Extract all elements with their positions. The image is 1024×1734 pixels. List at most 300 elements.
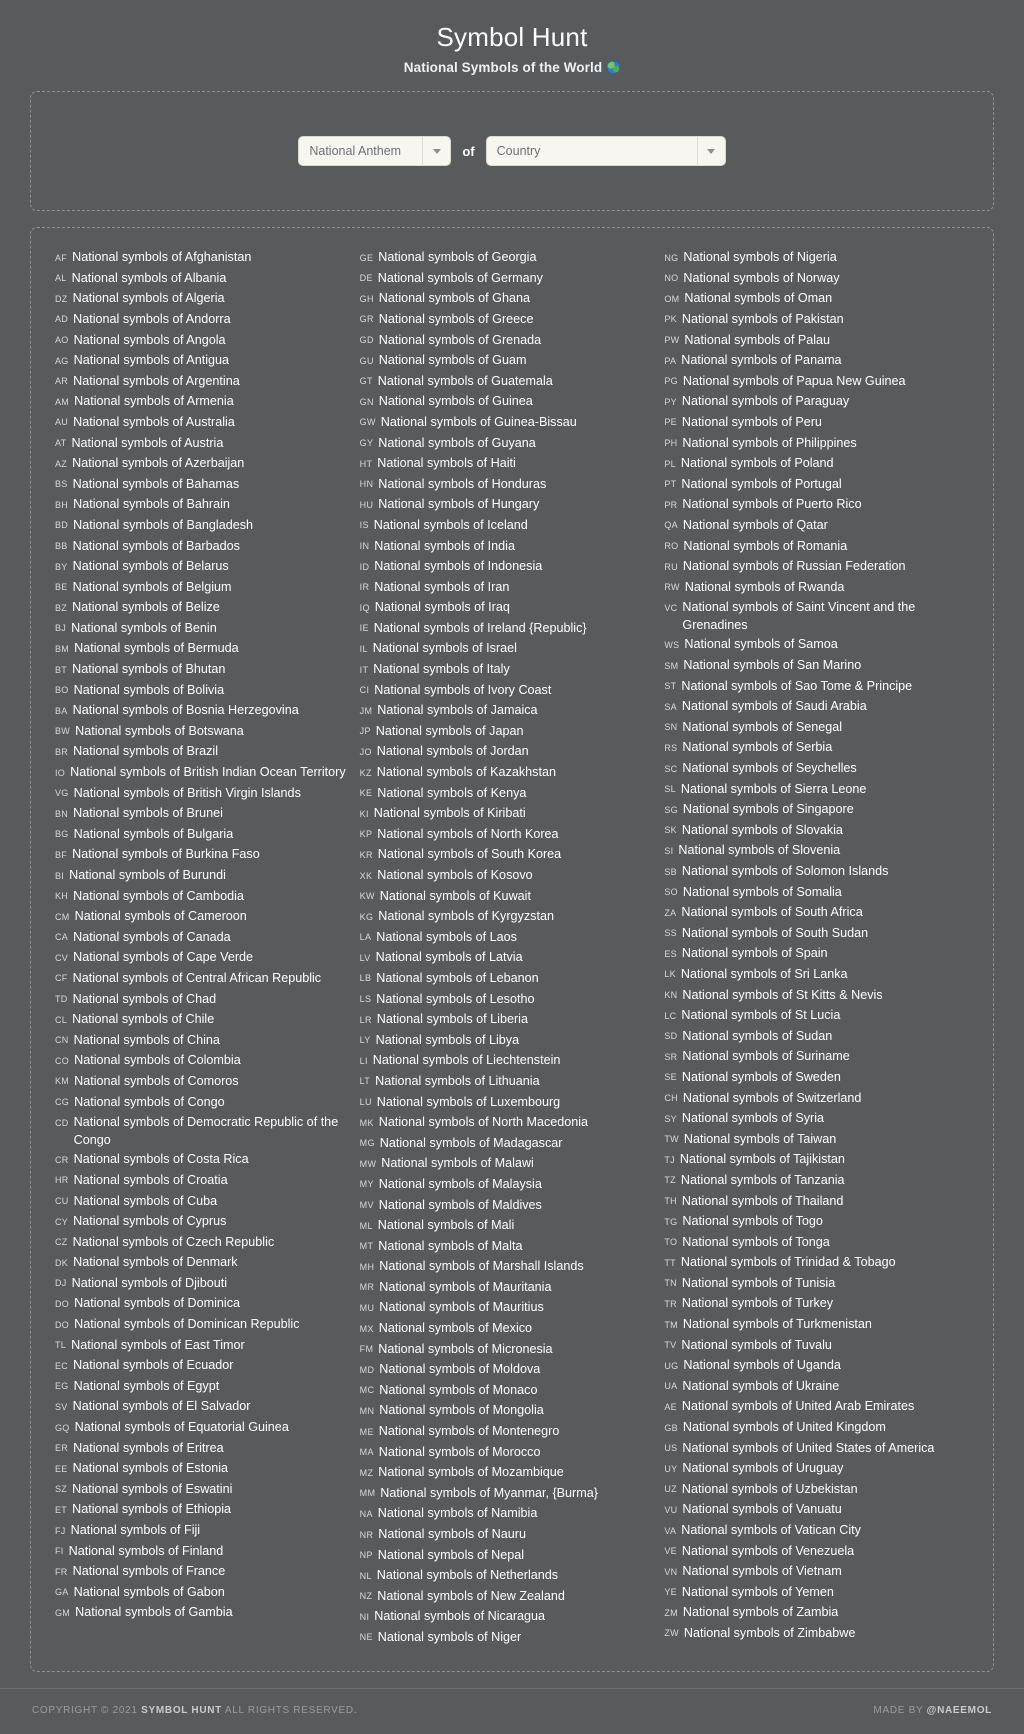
country-link[interactable] — [55, 742, 352, 763]
country-link-label: National symbols of Georgia — [378, 250, 537, 265]
symbol-type-select[interactable] — [298, 136, 451, 166]
country-link[interactable] — [55, 639, 352, 660]
country-link[interactable] — [360, 763, 657, 784]
country-link[interactable] — [664, 557, 969, 578]
country-link[interactable] — [55, 413, 352, 434]
country-link[interactable] — [360, 1216, 657, 1237]
country-link[interactable] — [55, 1603, 352, 1624]
country-link[interactable] — [664, 392, 969, 413]
country-code: UA — [664, 1381, 678, 1392]
country-link[interactable] — [55, 1500, 352, 1521]
country-link[interactable] — [360, 1319, 657, 1340]
country-link[interactable] — [664, 475, 969, 496]
country-code: AT — [55, 438, 67, 449]
country-code: NZ — [359, 1591, 373, 1602]
country-code: KH — [55, 891, 69, 902]
country-link[interactable] — [55, 1439, 352, 1460]
country-link[interactable] — [664, 1439, 969, 1460]
country-code: MG — [359, 1138, 375, 1149]
country-code: NR — [359, 1529, 374, 1540]
country-link[interactable] — [360, 331, 657, 352]
country-link-label: National symbols of Vatican City — [681, 1523, 861, 1537]
country-link[interactable] — [55, 969, 352, 990]
country-link[interactable] — [55, 722, 352, 743]
country-link[interactable] — [55, 598, 352, 619]
country-link[interactable] — [55, 1212, 352, 1233]
country-link[interactable] — [360, 475, 657, 496]
country-link[interactable] — [664, 1603, 969, 1624]
country-link[interactable] — [55, 454, 352, 475]
country-link[interactable] — [360, 907, 657, 928]
country-link[interactable] — [55, 1093, 352, 1114]
country-link[interactable] — [55, 1031, 352, 1052]
country-link-label: National symbols of Mozambique — [378, 1465, 564, 1480]
country-code: VN — [664, 1566, 678, 1577]
country-link[interactable] — [55, 660, 352, 681]
country-select[interactable] — [486, 136, 726, 166]
country-link-label: National symbols of Yemen — [681, 1584, 834, 1599]
country-link[interactable] — [664, 759, 969, 780]
country-code: KR — [359, 849, 373, 860]
country-link[interactable] — [55, 784, 352, 805]
country-link[interactable] — [664, 1150, 969, 1171]
country-link[interactable] — [55, 1480, 352, 1501]
country-link[interactable] — [664, 269, 969, 290]
country-link[interactable] — [55, 331, 352, 352]
country-link[interactable] — [664, 635, 969, 656]
country-link[interactable] — [55, 763, 352, 784]
country-link[interactable] — [55, 1315, 352, 1336]
country-link-label: National symbols of Paraguay — [681, 394, 850, 409]
country-link-label: National symbols of Kenya — [377, 785, 527, 800]
country-link-label: National symbols of Luxembourg — [376, 1094, 561, 1109]
country-link-label: National symbols of Iran — [374, 579, 510, 594]
country-link[interactable] — [55, 1336, 352, 1357]
country-link[interactable] — [664, 841, 969, 862]
country-link[interactable] — [55, 1113, 352, 1150]
country-link[interactable] — [664, 862, 969, 883]
country-link[interactable] — [664, 821, 969, 842]
country-code: TR — [664, 1298, 677, 1309]
country-link[interactable] — [360, 1463, 657, 1484]
country-link[interactable] — [360, 1113, 657, 1134]
country-code: WS — [664, 639, 680, 650]
country-link[interactable] — [664, 1583, 969, 1604]
country-code: FM — [359, 1344, 374, 1355]
country-link[interactable] — [664, 1542, 969, 1563]
country-code: MX — [359, 1323, 374, 1334]
country-code: LY — [359, 1035, 371, 1046]
country-link[interactable] — [360, 1257, 657, 1278]
country-link[interactable] — [664, 1521, 969, 1542]
page-header — [0, 0, 1024, 91]
country-link[interactable] — [664, 598, 969, 635]
country-link[interactable] — [360, 1072, 657, 1093]
country-link[interactable] — [55, 1274, 352, 1295]
country-link[interactable] — [360, 372, 657, 393]
country-link[interactable] — [360, 1237, 657, 1258]
country-code: IR — [359, 582, 370, 593]
country-link[interactable] — [664, 1068, 969, 1089]
country-link[interactable] — [55, 1192, 352, 1213]
country-link[interactable] — [360, 392, 657, 413]
country-link[interactable] — [55, 310, 352, 331]
country-link[interactable] — [55, 1583, 352, 1604]
country-code: GR — [359, 314, 374, 325]
country-link[interactable] — [55, 1072, 352, 1093]
country-code: LT — [359, 1076, 371, 1087]
country-link[interactable] — [55, 804, 352, 825]
country-link[interactable] — [55, 887, 352, 908]
country-code: TT — [664, 1257, 676, 1268]
country-link[interactable] — [360, 1298, 657, 1319]
country-link[interactable] — [360, 1401, 657, 1422]
country-link[interactable] — [55, 1150, 352, 1171]
country-code: NE — [359, 1632, 373, 1643]
country-code: CD — [55, 1117, 69, 1128]
country-link[interactable] — [360, 1196, 657, 1217]
country-link[interactable] — [360, 639, 657, 660]
country-link[interactable] — [360, 598, 657, 619]
country-link[interactable] — [55, 681, 352, 702]
country-link-label: National symbols of Sao Tome & Principe — [681, 678, 913, 693]
country-link-label: National symbols of Myanmar, {Burma} — [380, 1485, 598, 1500]
country-link[interactable] — [55, 475, 352, 496]
country-link[interactable] — [360, 557, 657, 578]
country-link[interactable] — [360, 289, 657, 310]
country-link[interactable] — [360, 351, 657, 372]
country-link-label: National symbols of Uganda — [683, 1358, 841, 1373]
country-link[interactable] — [664, 1377, 969, 1398]
country-code: AD — [55, 314, 69, 325]
country-link[interactable] — [360, 1443, 657, 1464]
country-code: TJ — [664, 1154, 675, 1165]
country-link[interactable] — [664, 944, 969, 965]
country-caret[interactable] — [697, 137, 725, 165]
country-link[interactable] — [360, 969, 657, 990]
country-link[interactable] — [664, 1089, 969, 1110]
country-link[interactable] — [55, 701, 352, 722]
country-code: DO — [55, 1319, 70, 1330]
country-code: CZ — [55, 1237, 68, 1248]
country-link-label: National symbols of Niger — [377, 1629, 522, 1644]
country-code: BN — [55, 808, 69, 819]
country-code: ST — [664, 681, 677, 692]
country-link-label: National symbols of Hungary — [378, 497, 540, 512]
country-link[interactable] — [360, 681, 657, 702]
country-link[interactable] — [664, 578, 969, 599]
country-link[interactable] — [55, 1253, 352, 1274]
country-link[interactable] — [664, 1500, 969, 1521]
country-link[interactable] — [55, 1051, 352, 1072]
country-link[interactable] — [360, 1546, 657, 1567]
country-link[interactable] — [664, 495, 969, 516]
country-link[interactable] — [360, 1278, 657, 1299]
country-link[interactable] — [664, 883, 969, 904]
country-link-label: National symbols of Kyrgyzstan — [378, 909, 554, 924]
country-link-label: National symbols of Uzbekistan — [681, 1481, 858, 1496]
country-link[interactable] — [664, 1315, 969, 1336]
country-code: HT — [359, 458, 373, 469]
country-link[interactable] — [664, 1253, 969, 1274]
country-link[interactable] — [664, 310, 969, 331]
country-link[interactable] — [55, 1010, 352, 1031]
country-link-label: National symbols of Guyana — [378, 435, 536, 450]
country-link[interactable] — [55, 1459, 352, 1480]
country-link-label: National symbols of Dominica — [74, 1296, 240, 1311]
country-link-label: National symbols of Latvia — [375, 950, 523, 965]
globe-icon — [607, 61, 620, 74]
country-link[interactable] — [664, 1397, 969, 1418]
country-link[interactable] — [360, 1484, 657, 1505]
country-link[interactable] — [664, 1624, 969, 1645]
country-link[interactable] — [664, 434, 969, 455]
country-link[interactable] — [664, 677, 969, 698]
country-link[interactable] — [664, 1480, 969, 1501]
country-link[interactable] — [360, 825, 657, 846]
country-link[interactable] — [360, 1628, 657, 1649]
country-link[interactable] — [360, 948, 657, 969]
country-link[interactable] — [360, 660, 657, 681]
country-link[interactable] — [664, 1171, 969, 1192]
country-link[interactable] — [360, 454, 657, 475]
country-link[interactable] — [55, 1397, 352, 1418]
country-link[interactable] — [664, 986, 969, 1007]
country-link[interactable] — [360, 701, 657, 722]
country-link[interactable] — [664, 738, 969, 759]
country-select-value: Country — [496, 144, 541, 159]
country-code: TH — [664, 1196, 677, 1206]
country-link[interactable] — [55, 619, 352, 640]
country-link[interactable] — [664, 1233, 969, 1254]
country-link[interactable] — [55, 578, 352, 599]
country-link[interactable] — [664, 800, 969, 821]
country-link-label: National symbols of Rwanda — [684, 579, 845, 594]
country-link[interactable] — [55, 825, 352, 846]
country-link[interactable] — [360, 1566, 657, 1587]
country-link[interactable] — [664, 1418, 969, 1439]
country-code: PL — [664, 458, 676, 469]
country-link[interactable] — [664, 1212, 969, 1233]
country-link[interactable] — [360, 990, 657, 1011]
country-link[interactable] — [664, 289, 969, 310]
country-code: BS — [55, 479, 68, 490]
country-link-label: National symbols of Croatia — [73, 1172, 228, 1187]
country-link[interactable] — [55, 1418, 352, 1439]
country-link[interactable] — [55, 845, 352, 866]
country-link[interactable] — [360, 537, 657, 558]
country-link-label: National symbols of Andorra — [73, 311, 231, 326]
country-link[interactable] — [664, 697, 969, 718]
country-link[interactable] — [55, 557, 352, 578]
country-link[interactable] — [664, 1192, 969, 1213]
country-link[interactable] — [664, 372, 969, 393]
country-link[interactable] — [664, 1274, 969, 1295]
country-link[interactable] — [360, 866, 657, 887]
country-link[interactable] — [55, 392, 352, 413]
country-link-label: National symbols of United Kingdom — [682, 1420, 886, 1435]
country-link[interactable] — [360, 1093, 657, 1114]
country-link-label: National symbols of Seychelles — [682, 761, 857, 776]
country-link[interactable] — [360, 310, 657, 331]
country-link[interactable] — [664, 718, 969, 739]
country-link-label: National symbols of Qatar — [682, 517, 828, 532]
country-link[interactable] — [360, 516, 657, 537]
country-link-label: National symbols of Bulgaria — [73, 826, 234, 841]
country-link[interactable] — [360, 1010, 657, 1031]
country-link[interactable] — [664, 656, 969, 677]
country-link-label: National symbols of Haiti — [377, 456, 516, 471]
country-link[interactable] — [664, 1109, 969, 1130]
country-code: IT — [359, 664, 369, 675]
country-link[interactable] — [360, 434, 657, 455]
country-link[interactable] — [55, 1233, 352, 1254]
country-link[interactable] — [360, 619, 657, 640]
country-link-label: National symbols of Italy — [373, 662, 510, 677]
country-link[interactable] — [360, 722, 657, 743]
country-code: IL — [359, 643, 368, 654]
country-link[interactable] — [55, 1542, 352, 1563]
country-link[interactable] — [664, 1294, 969, 1315]
country-link-label: National symbols of Sri Lanka — [680, 966, 848, 981]
country-column-3 — [664, 248, 969, 1644]
country-code: MT — [359, 1241, 374, 1252]
country-link[interactable] — [55, 289, 352, 310]
country-link-label: National symbols of Equatorial Guinea — [74, 1420, 289, 1435]
country-link[interactable] — [664, 1027, 969, 1048]
country-code: SC — [664, 763, 678, 774]
country-link[interactable] — [55, 351, 352, 372]
country-link-label: National symbols of Argentina — [73, 373, 240, 388]
country-link-label: National symbols of Maldives — [378, 1197, 542, 1212]
country-link[interactable] — [360, 248, 657, 269]
country-link[interactable] — [55, 928, 352, 949]
country-link[interactable] — [55, 495, 352, 516]
country-link[interactable] — [664, 248, 969, 269]
footer-brand: SYMBOL HUNT — [141, 1704, 222, 1716]
country-link[interactable] — [664, 1459, 969, 1480]
country-link[interactable] — [664, 537, 969, 558]
country-link[interactable] — [664, 924, 969, 945]
country-link[interactable] — [664, 1047, 969, 1068]
country-link-label: National symbols of Kuwait — [379, 888, 531, 903]
country-link[interactable] — [360, 1031, 657, 1052]
country-link[interactable] — [55, 1521, 352, 1542]
country-code: RU — [664, 561, 678, 572]
country-link[interactable] — [360, 1381, 657, 1402]
country-code: TL — [55, 1340, 67, 1351]
country-code: UZ — [664, 1484, 677, 1495]
country-code: BZ — [55, 602, 68, 613]
country-link-label: National symbols of Finland — [68, 1543, 224, 1558]
country-link[interactable] — [55, 948, 352, 969]
country-link[interactable] — [664, 454, 969, 475]
country-link[interactable] — [664, 1336, 969, 1357]
country-code: JP — [359, 726, 371, 737]
country-link[interactable] — [55, 1562, 352, 1583]
country-link[interactable] — [664, 1562, 969, 1583]
country-link[interactable] — [360, 784, 657, 805]
country-code: YE — [664, 1587, 677, 1598]
country-link-label: National symbols of Belize — [72, 600, 220, 615]
country-link[interactable] — [360, 269, 657, 290]
country-link[interactable] — [55, 1377, 352, 1398]
country-code: US — [664, 1443, 678, 1454]
country-link[interactable] — [360, 1607, 657, 1628]
country-link[interactable] — [360, 1587, 657, 1608]
country-link[interactable] — [55, 269, 352, 290]
country-link[interactable] — [360, 742, 657, 763]
country-link[interactable] — [360, 887, 657, 908]
country-link[interactable] — [664, 413, 969, 434]
country-link-label: National symbols of Panama — [681, 353, 842, 368]
symbol-type-caret[interactable] — [422, 137, 450, 165]
country-link[interactable] — [664, 331, 969, 352]
country-link[interactable] — [360, 413, 657, 434]
country-link[interactable] — [664, 903, 969, 924]
country-code: TV — [664, 1340, 677, 1351]
country-link-label: National symbols of Nicaragua — [374, 1609, 546, 1624]
country-link-label: National symbols of Tajikistan — [679, 1152, 845, 1167]
country-link[interactable] — [664, 1006, 969, 1027]
country-code: ME — [359, 1426, 374, 1437]
country-link[interactable] — [55, 1356, 352, 1377]
country-link[interactable] — [55, 1294, 352, 1315]
country-link[interactable] — [360, 1360, 657, 1381]
country-link[interactable] — [664, 516, 969, 537]
country-link[interactable] — [360, 1525, 657, 1546]
footer-credit-handle[interactable]: @NAEEMOL — [926, 1704, 992, 1716]
country-link[interactable] — [360, 1504, 657, 1525]
country-code: FI — [55, 1546, 64, 1557]
country-link[interactable] — [55, 907, 352, 928]
country-link[interactable] — [55, 516, 352, 537]
country-link[interactable] — [360, 804, 657, 825]
country-link[interactable] — [360, 928, 657, 949]
country-link-label: National symbols of Cambodia — [73, 888, 244, 903]
country-link[interactable] — [55, 537, 352, 558]
country-link[interactable] — [55, 248, 352, 269]
country-link[interactable] — [360, 1340, 657, 1361]
country-link[interactable] — [664, 1356, 969, 1377]
country-link[interactable] — [664, 351, 969, 372]
country-link-label: National symbols of Cameroon — [74, 909, 247, 924]
country-link[interactable] — [55, 434, 352, 455]
country-code: RO — [664, 541, 679, 551]
country-link-label: National symbols of Bahrain — [73, 497, 230, 512]
country-link-label: National symbols of Marshall Islands — [379, 1259, 584, 1274]
country-code: SO — [664, 887, 678, 898]
country-link[interactable] — [55, 866, 352, 887]
country-code: AM — [55, 396, 70, 407]
country-link[interactable] — [360, 1134, 657, 1155]
country-link[interactable] — [55, 1171, 352, 1192]
country-link[interactable] — [360, 578, 657, 599]
country-link[interactable] — [360, 495, 657, 516]
country-code: EG — [55, 1381, 69, 1392]
country-link[interactable] — [360, 1154, 657, 1175]
country-link-label: National symbols of Russian Federation — [682, 559, 906, 574]
country-link[interactable] — [664, 965, 969, 986]
country-link[interactable] — [360, 845, 657, 866]
country-link[interactable] — [55, 990, 352, 1011]
country-link[interactable] — [360, 1422, 657, 1443]
country-link[interactable] — [360, 1051, 657, 1072]
country-link[interactable] — [360, 1175, 657, 1196]
country-link[interactable] — [664, 780, 969, 801]
country-link[interactable] — [664, 1130, 969, 1151]
country-link[interactable] — [55, 372, 352, 393]
